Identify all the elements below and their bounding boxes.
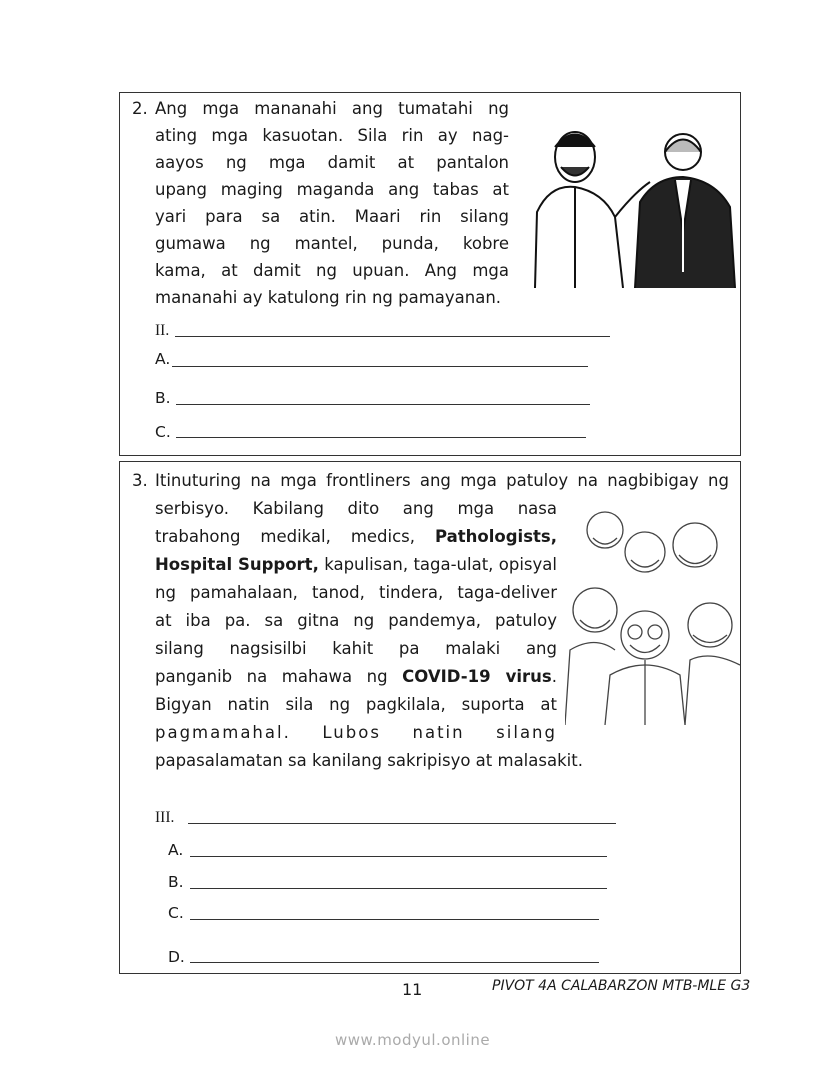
bold-text: Hospital Support,	[155, 555, 319, 574]
tailor-illustration	[525, 122, 737, 288]
answer-label-b: B.	[168, 873, 184, 891]
page-number: 11	[402, 980, 423, 999]
footer-source: PIVOT 4A CALABARZON MTB-MLE G3	[492, 978, 751, 994]
answer-label-a: A.	[168, 841, 184, 859]
answer-label-c: C.	[168, 904, 184, 922]
item-3-line: silang nagsisilbi kahit pa malaki ang	[155, 639, 557, 658]
item-3-line	[155, 554, 557, 576]
frontliners-illustration	[565, 500, 740, 725]
item-3-line: papasalamatan sa kanilang sakripisyo at malasakit.	[155, 751, 583, 770]
answer-line-ii[interactable]	[175, 336, 610, 337]
item-2-line: ating mga kasuotan. Sila rin ay nag-	[155, 126, 509, 145]
item-3-line	[155, 526, 557, 548]
item-2-number: 2.	[132, 99, 148, 118]
answer-label-a: A.	[155, 350, 171, 368]
item-2-line: mananahi ay katulong rin ng pamayanan.	[155, 288, 502, 307]
bold-text: Pathologists,	[435, 527, 558, 546]
answer-label-d: D.	[168, 948, 185, 966]
text: kapulisan, taga-ulat, opisyal	[324, 555, 557, 574]
item-3-line: Itinuturing na mga frontliners ang mga patuloy na nagbibigay ng	[155, 471, 729, 490]
answer-label-iii: III.	[155, 809, 175, 826]
item-3-line: Bigyan natin sila ng pagkilala, suporta at	[155, 695, 557, 714]
item-3-line: at iba pa. sa gitna ng pandemya, patuloy	[155, 611, 557, 630]
item-3-line	[155, 666, 557, 688]
answer-line-b[interactable]	[190, 888, 607, 889]
answer-line-a[interactable]	[190, 856, 607, 857]
answer-label-c: C.	[155, 423, 171, 441]
text: panganib na mahawa ng	[155, 667, 388, 686]
item-2-line: aayos ng mga damit at pantalon	[155, 153, 509, 172]
item-2-line: gumawa ng mantel, punda, kobre	[155, 234, 509, 253]
answer-line-d[interactable]	[190, 962, 599, 963]
answer-line-b[interactable]	[176, 404, 590, 405]
text: trabahong medikal, medics,	[155, 527, 416, 546]
item-3-number: 3.	[132, 471, 148, 490]
answer-line-c[interactable]	[176, 437, 586, 438]
answer-label-ii: II.	[155, 322, 170, 339]
answer-line-iii[interactable]	[188, 823, 616, 824]
item-2-line: upang maging maganda ang tabas at	[155, 180, 509, 199]
item-3-line: pagmamahal. Lubos natin silang	[155, 723, 557, 742]
answer-line-c[interactable]	[190, 919, 599, 920]
watermark: www.modyul.online	[335, 1031, 491, 1049]
text: .	[551, 667, 557, 686]
answer-line-a[interactable]	[172, 366, 588, 367]
item-2-line: yari para sa atin. Maari rin silang	[155, 207, 509, 226]
item-2-line: Ang mga mananahi ang tumatahi ng	[155, 99, 509, 118]
answer-label-b: B.	[155, 389, 171, 407]
item-3-line: serbisyo. Kabilang dito ang mga nasa	[155, 499, 557, 518]
item-2-line: kama, at damit ng upuan. Ang mga	[155, 261, 509, 280]
bold-text: COVID-19 virus	[402, 667, 552, 686]
item-3-line: ng pamahalaan, tanod, tindera, taga-deliver	[155, 583, 557, 602]
